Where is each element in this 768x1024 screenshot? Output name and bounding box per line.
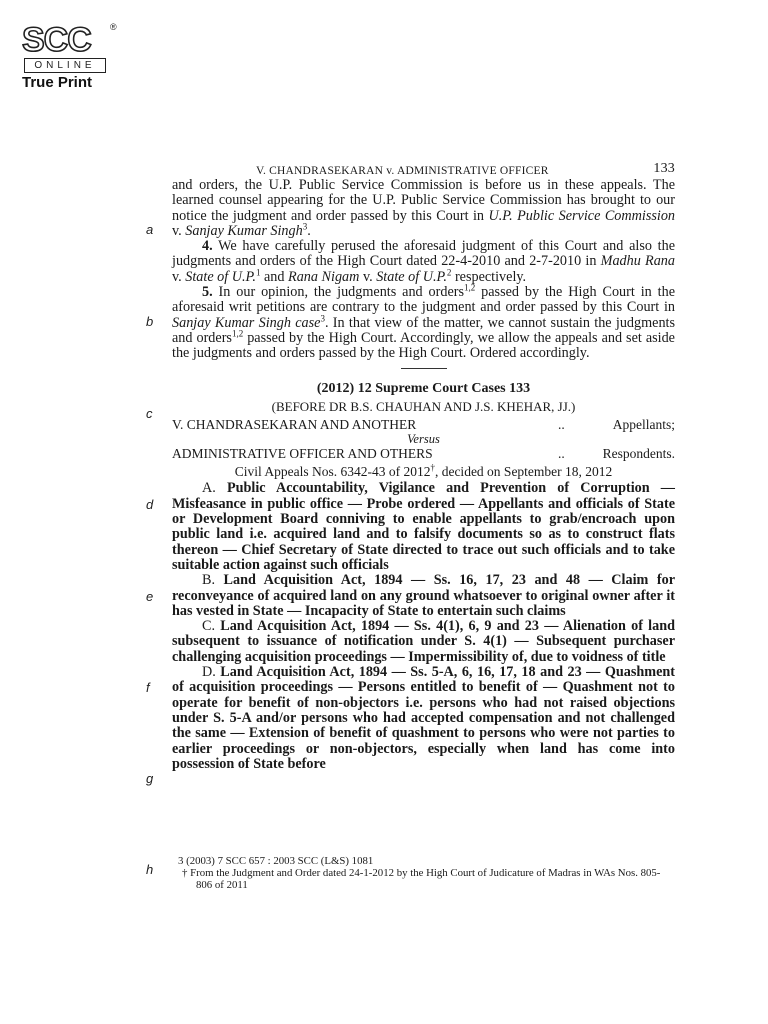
footnote-dagger: † From the Judgment and Order dated 24-1-2012 by the High Court of Judicature of Madras in WAs Nos. 805-806 of 2011 <box>182 867 661 892</box>
bench: (BEFORE DR B.S. CHAUHAN AND J.S. KHEHAR, JJ.) <box>271 398 576 414</box>
margin-letter-d: d <box>146 497 154 512</box>
margin-letter-a: a <box>146 222 154 237</box>
case-citation-title: (2012) 12 Supreme Court Cases 133 <box>316 380 531 396</box>
logo-registered-mark: ® <box>110 22 117 32</box>
headnote-a: A. Public Accountability, Vigilance and Prevention of Corruption — Misfeasance in public office — Probe ordered — Appellants and officials of State or Development Board conniving to enable appellants to grab/encroach upon public land i.e. acquired land and to falsify documents so as to construct flats thereon — Chief Secretary of State directed to trace out such officials and to take suitable action against such officials <box>172 480 675 573</box>
headnote-d: D. Land Acquisition Act, 1894 — Ss. 5-A, 6, 16, 17, 18 and 23 — Quashment of acquisition proceedings — Persons entitled to benefit of — Quashment not to operate for benefit of non-objectors i.e. persons who had not raised objections under S. 5-A and/or persons who had accepted compensation and not challenged the same — Extension of benefit of quashment to persons who were not parties to earlier proceedings or non-objectors, especially when land has come into possession of State before <box>172 664 675 772</box>
logo-online: ONLINE <box>24 58 106 73</box>
report-page <box>172 160 675 772</box>
page-number: 133 <box>653 161 675 176</box>
footnote-3: 3 (2003) 7 SCC 657 : 2003 SCC (L&S) 1081 <box>178 855 374 867</box>
margin-letter-h: h <box>146 862 154 877</box>
margin-letter-e: e <box>146 589 154 604</box>
margin-letter-f: f <box>146 680 150 695</box>
scc-online-logo <box>18 22 118 92</box>
appellant-row: V. CHANDRASEKARAN AND ANOTHER .. Appellants; <box>172 417 675 433</box>
respondent-role: Respondents. <box>602 446 675 462</box>
footnotes <box>172 855 675 892</box>
paragraph-5: 5. In our opinion, the judgments and orders$^{1,2}$ passed by the High Court in the aforesaid writ petitions are contrary to the judgment and order passed by this Court in Sanjay Kumar Singh case$^3$. In that view of the matter, we cannot sustain the judgments and orders$^{1,2}$ passed by the High Court. Accordingly, we allow the appeals and set aside the judgments and orders passed by the High Court. Ordered accordingly. <box>172 282 675 362</box>
running-head <box>172 160 675 178</box>
headnote-b: B. Land Acquisition Act, 1894 — Ss. 16, 17, 23 and 48 — Claim for reconveyance of acquired land on any ground whatsoever to original owner after it has vested in State — Incapacity of State to entertain such claims <box>172 572 675 619</box>
appeal-details: Civil Appeals Nos. 6342-43 of 2012†, decided on September 18, 2012 <box>234 462 613 480</box>
section-divider <box>401 368 447 369</box>
logo-brand: SCC <box>22 21 91 59</box>
respondent-row: ADMINISTRATIVE OFFICER AND OTHERS .. Respondents. <box>172 446 675 462</box>
margin-letter-g: g <box>146 771 154 786</box>
paragraph-4: 4. We have carefully perused the aforesaid judgment of this Court and also the judgments and orders of the High Court dated 22-4-2010 and 2-7-2010 in Madhu Rana v. State of U.P.$^1$ and Rana Nigam v. State of U.P.$^2$ respectively. <box>172 238 675 285</box>
running-head-title: V. CHANDRASEKARAN v. ADMINISTRATIVE OFFICER <box>256 165 549 177</box>
headnote-c: C. Land Acquisition Act, 1894 — Ss. 4(1), 6, 9 and 23 — Alienation of land subsequent to issuance of notification under S. 4(1) — Subsequent purchaser challenging acquisition proceedings — Impermissibility of, due to voidness of title <box>172 618 675 665</box>
versus: Versus <box>407 432 440 447</box>
margin-letter-b: b <box>146 314 154 329</box>
paragraph-3: and orders, the U.P. Public Service Commission is before us in these appeals. The learned counsel appearing for the U.P. Public Service Commission has brought to our notice the judgment and order passed by this Court in U.P. Public Service Commission v. Sanjay Kumar Singh$^3$. <box>172 177 676 239</box>
appellant-role: Appellants; <box>612 417 675 433</box>
respondent-name: ADMINISTRATIVE OFFICER AND OTHERS <box>172 446 433 462</box>
logo-tagline: True Print <box>22 74 93 91</box>
margin-letter-c: c <box>146 406 153 421</box>
appellant-name: V. CHANDRASEKARAN AND ANOTHER <box>172 417 417 433</box>
